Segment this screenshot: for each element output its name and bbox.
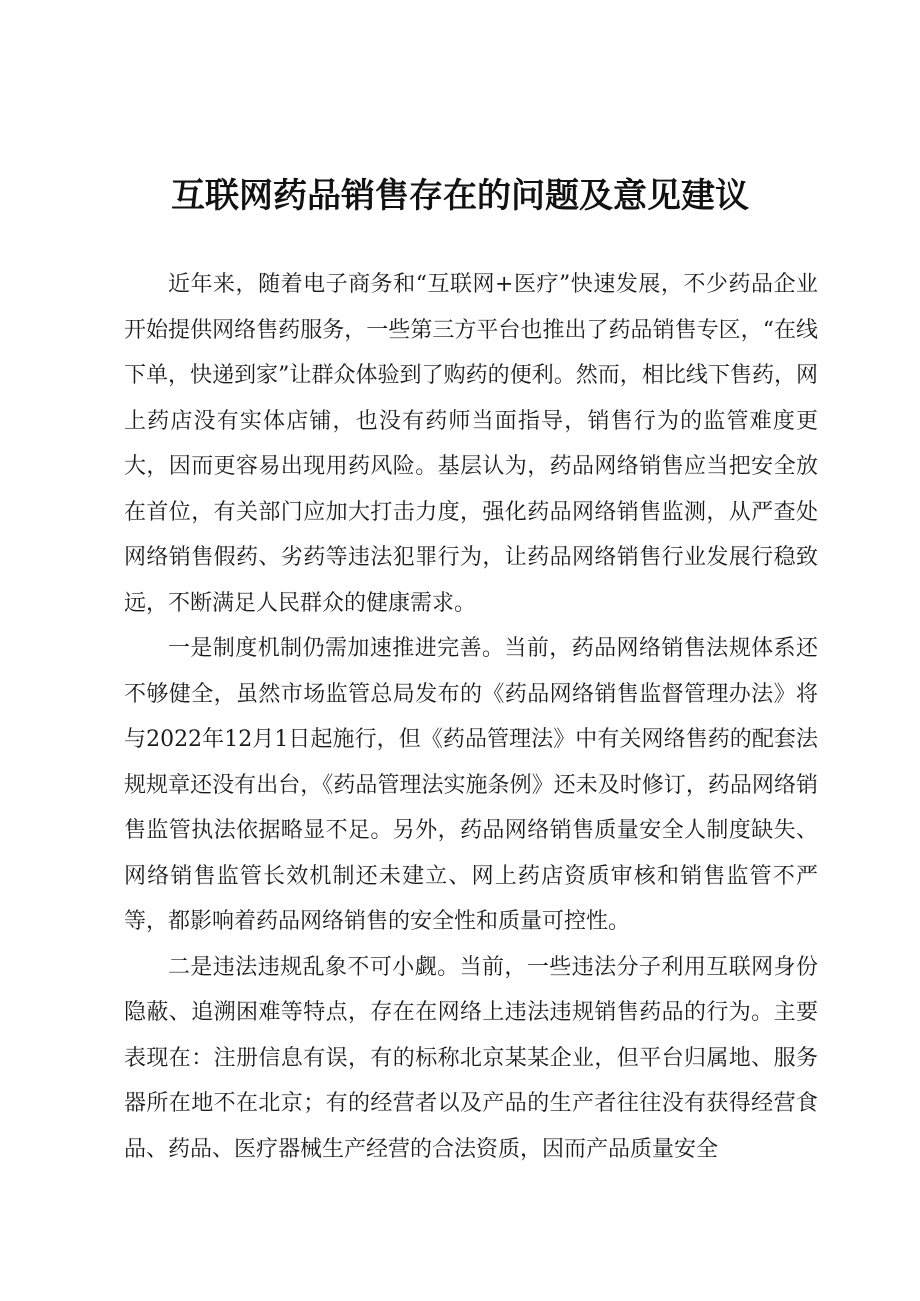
paragraph-point-one: 一是制度机制仍需加速推进完善。当前，药品网络销售法规体系还不够健全，虽然市场监管总局发布的《药品网络销售监督管理办法》将与2022年12月1日起施行，但《药品管理法》中有关网络售药的配套法规规章还没有出台，《药品管理法实施条例》还未及时修订，药品网络销售监管执法依据略显不足。另外，药品网络销售质量安全人制度缺失、网络销售监管长效机制还未建立、网上药店资质审核和销售监管不严等，都影响着药品网络销售的安全性和质量可控性。 bbox=[124, 636, 818, 934]
document-title: 互联网药品销售存在的问题及意见建议 bbox=[171, 176, 749, 216]
paragraph-intro: 近年来，随着电子商务和“互联网+医疗”快速发展，不少药品企业开始提供网络售药服务，一些第三方平台也推出了药品销售专区，“在线下单，快递到家”让群众体验到了购药的便利。然而，相比线下售药，网上药店没有实体店铺，也没有药师当面指导，销售行为的监管难度更大，因而更容易出现用药风险。基层认为，药品网络销售应当把安全放在首位，有关部门应加大打击力度，强化药品网络销售监测，从严查处网络销售假药、劣药等违法犯罪行为，让药品网络销售行业发展行稳致远，不断满足人民群众的健康需求。 bbox=[124, 272, 818, 616]
document-body bbox=[124, 262, 818, 1172]
paragraph-point-two: 二是违法违规乱象不可小觑。当前，一些违法分子利用互联网身份隐蔽、追溯困难等特点，存在在网络上违法违规销售药品的行为。主要表现在：注册信息有误，有的标称北京某某企业，但平台归属地、服务器所在地不在北京；有的经营者以及产品的生产者往往没有获得经营食品、药品、医疗器械生产经营的合法资质，因而产品质量安全 bbox=[124, 954, 818, 1162]
